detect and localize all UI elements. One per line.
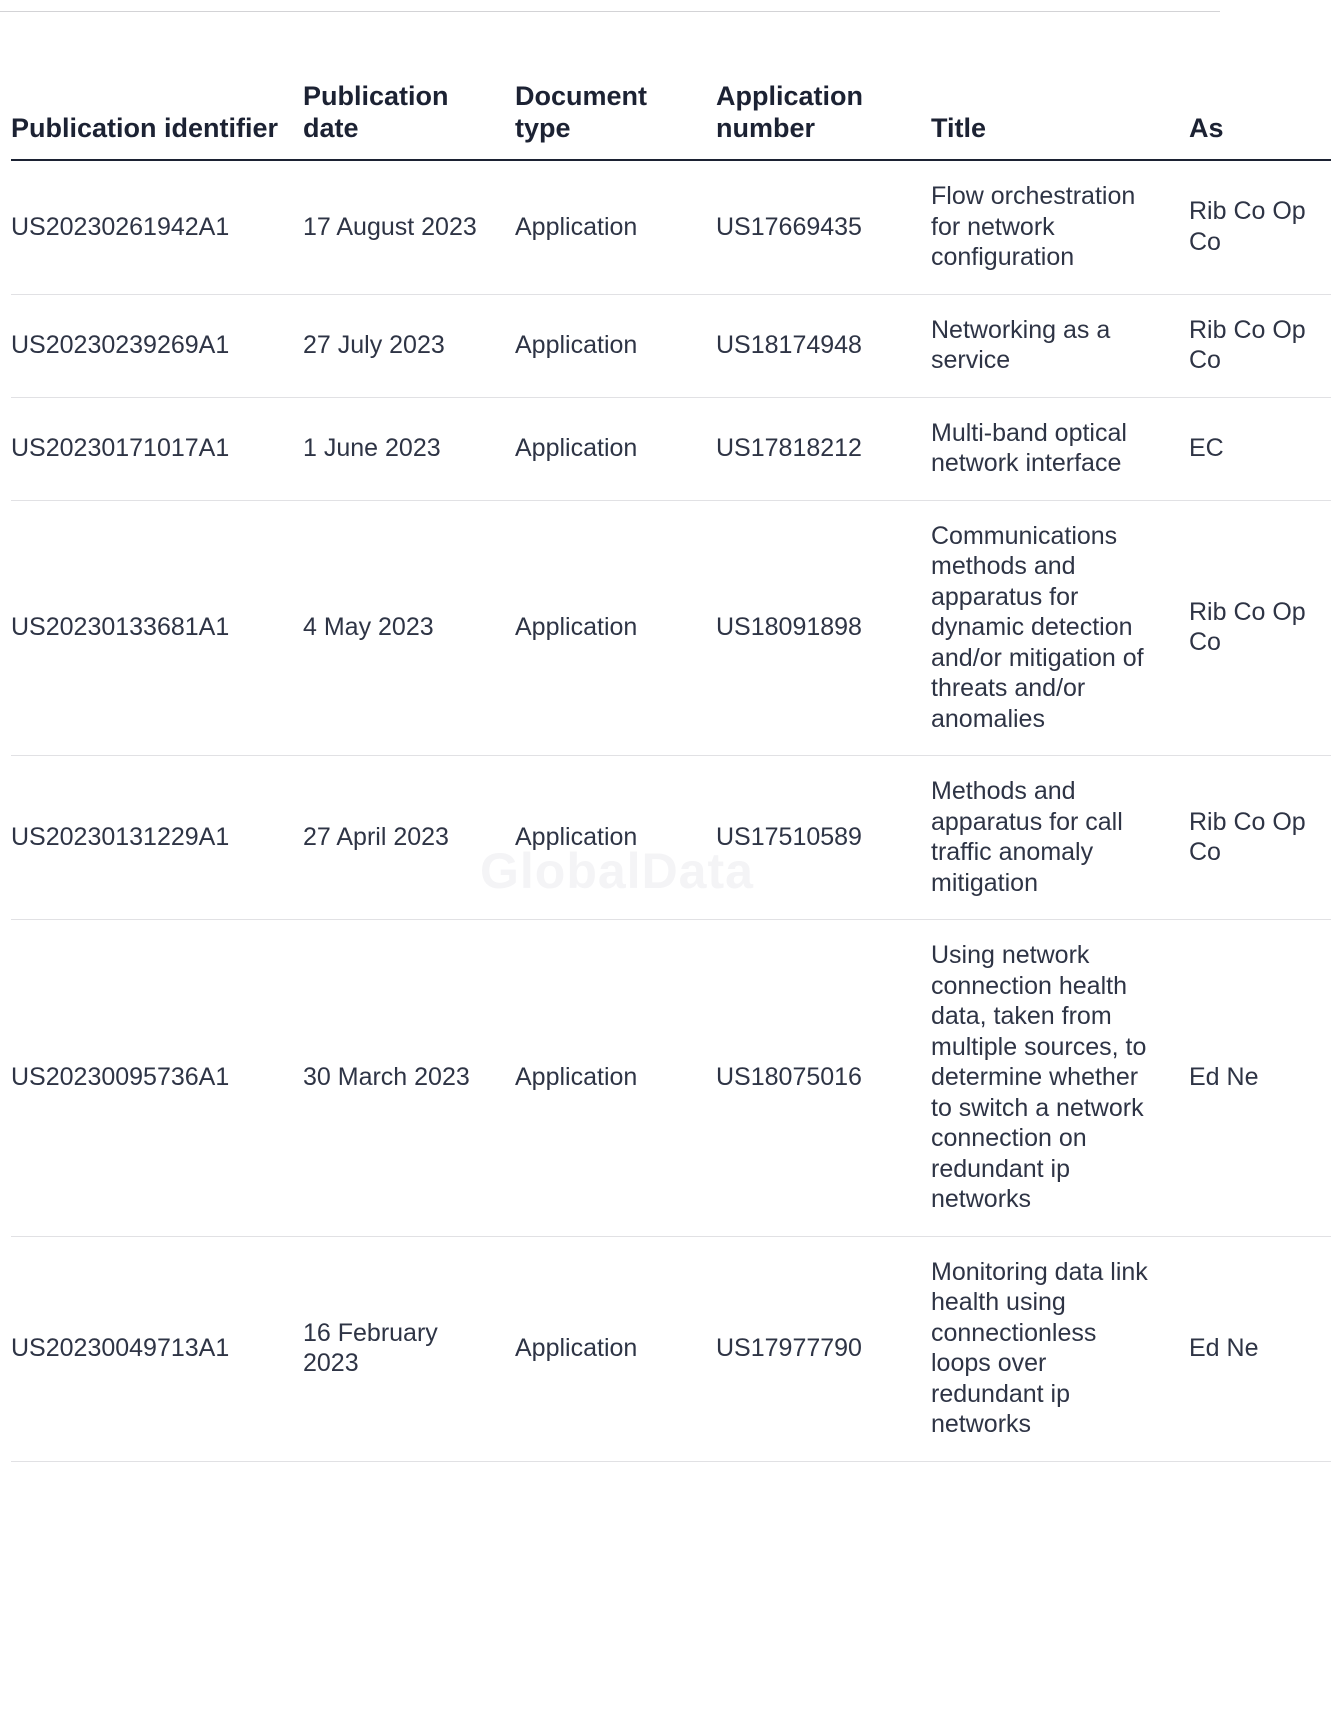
- cell-title: Using network connection health data, taken from multiple sources, to determine whether to switch a network connection on redundant ip networks: [931, 920, 1189, 1237]
- cell-application-number: US17510589: [716, 756, 931, 920]
- cell-assignee: EC: [1189, 397, 1331, 500]
- patents-table: [11, 70, 1331, 1462]
- cell-assignee: Rib Co Op Co: [1189, 160, 1331, 294]
- cell-assignee: Ed Ne: [1189, 1236, 1331, 1461]
- table-row: [11, 1236, 1331, 1461]
- cell-publication-identifier: US20230049713A1: [11, 1236, 303, 1461]
- table-row: [11, 397, 1331, 500]
- cell-publication-date: 4 May 2023: [303, 500, 515, 756]
- cell-document-type: Application: [515, 397, 716, 500]
- cell-document-type: Application: [515, 294, 716, 397]
- cell-application-number: US17977790: [716, 1236, 931, 1461]
- cell-document-type: Application: [515, 500, 716, 756]
- cell-document-type: Application: [515, 1236, 716, 1461]
- cell-document-type: Application: [515, 920, 716, 1237]
- watermark: GlobalData: [480, 843, 754, 899]
- table-row: [11, 756, 1331, 920]
- table-row: [11, 500, 1331, 756]
- cell-publication-identifier: US20230171017A1: [11, 397, 303, 500]
- cell-publication-date: 16 February 2023: [303, 1236, 515, 1461]
- table-header-row: [11, 70, 1331, 160]
- cell-title: Methods and apparatus for call traffic anomaly mitigation: [931, 756, 1189, 920]
- cell-application-number: US18091898: [716, 500, 931, 756]
- cell-publication-identifier: US20230133681A1: [11, 500, 303, 756]
- cell-assignee: Rib Co Op Co: [1189, 500, 1331, 756]
- table-row: [11, 294, 1331, 397]
- cell-title: Multi-band optical network interface: [931, 397, 1189, 500]
- cell-publication-date: 30 March 2023: [303, 920, 515, 1237]
- cell-assignee: Rib Co Op Co: [1189, 294, 1331, 397]
- table-viewport: [11, 0, 1306, 1728]
- cell-title: Networking as a service: [931, 294, 1189, 397]
- cell-assignee: Rib Co Op Co: [1189, 756, 1331, 920]
- cell-publication-identifier: US20230261942A1: [11, 160, 303, 294]
- cell-application-number: US17669435: [716, 160, 931, 294]
- header-publication-identifier: Publication identifier: [11, 70, 303, 160]
- cell-publication-date: 1 June 2023: [303, 397, 515, 500]
- cell-publication-date: 17 August 2023: [303, 160, 515, 294]
- header-application-number: Application number: [716, 70, 931, 160]
- cell-title: Monitoring data link health using connectionless loops over redundant ip networks: [931, 1236, 1189, 1461]
- cell-publication-identifier: US20230239269A1: [11, 294, 303, 397]
- table-row: [11, 160, 1331, 294]
- cell-publication-identifier: US20230131229A1: [11, 756, 303, 920]
- cell-document-type: Application: [515, 756, 716, 920]
- cell-publication-identifier: US20230095736A1: [11, 920, 303, 1237]
- table-row: [11, 920, 1331, 1237]
- header-title: Title: [931, 70, 1189, 160]
- cell-document-type: Application: [515, 160, 716, 294]
- cell-application-number: US17818212: [716, 397, 931, 500]
- cell-application-number: US18075016: [716, 920, 931, 1237]
- cell-publication-date: 27 April 2023: [303, 756, 515, 920]
- cell-title: Communications methods and apparatus for dynamic detection and/or mitigation of threats and/or anomalies: [931, 500, 1189, 756]
- header-document-type: Document type: [515, 70, 716, 160]
- header-assignee: As: [1189, 70, 1331, 160]
- cell-publication-date: 27 July 2023: [303, 294, 515, 397]
- cell-application-number: US18174948: [716, 294, 931, 397]
- header-publication-date: Publication date: [303, 70, 515, 160]
- cell-title: Flow orchestration for network configuration: [931, 160, 1189, 294]
- cell-assignee: Ed Ne: [1189, 920, 1331, 1237]
